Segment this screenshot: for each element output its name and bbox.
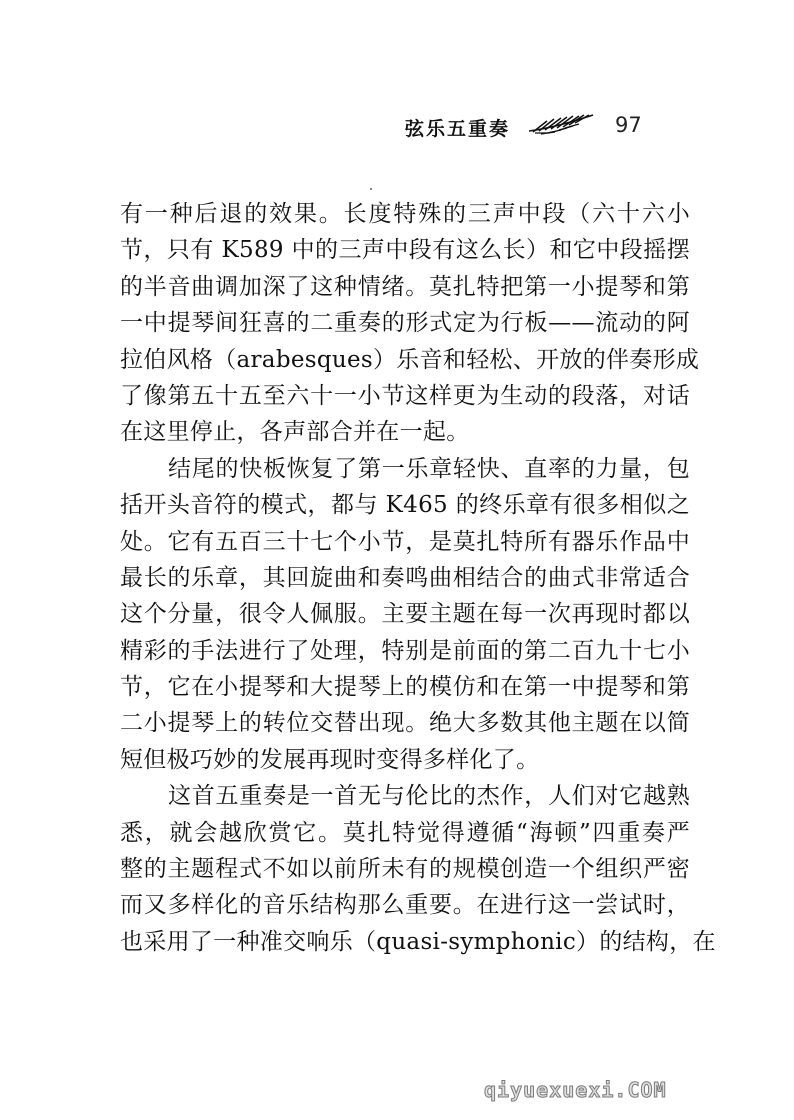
text-line: 也采用了一种准交响乐（quasi-symphonic）的结构，在 <box>120 928 716 955</box>
body-text <box>120 196 716 960</box>
text-line: 而又多样化的音乐结构那么重要。在进行这一尝试时， <box>120 892 690 919</box>
text-line: 在这里停止，各声部合并在一起。 <box>120 419 470 446</box>
text-line: 括开头音符的模式，都与 K465 的终乐章有很多相似之 <box>120 492 690 519</box>
text-line: 节，它在小提琴和大提琴上的模仿和在第一中提琴和第 <box>120 674 690 701</box>
running-header <box>0 112 794 142</box>
text-line: 处。它有五百三十七个小节，是莫扎特所有器乐作品中 <box>120 528 690 555</box>
text-line: 结尾的快板恢复了第一乐章轻快、直率的力量，包 <box>168 455 690 482</box>
text-line: 了像第五十五至六十一小节这样更为生动的段落，对话 <box>120 382 690 409</box>
text-line: 最长的乐章，其回旋曲和奏鸣曲相结合的曲式非常适合 <box>120 564 690 591</box>
text-line: 悉，就会越欣赏它。莫扎特觉得遵循“海顿”四重奏严 <box>120 819 690 846</box>
text-line: 有一种后退的效果。长度特殊的三声中段（六十六小 <box>120 201 690 227</box>
text-line: 二小提琴上的转位交替出现。绝大多数其他主题在以简 <box>120 710 690 737</box>
text-line: 一中提琴间狂喜的二重奏的形式定为行板——流动的阿 <box>120 310 690 337</box>
running-title: 弦乐五重奏 <box>405 118 511 140</box>
scan-speck <box>370 188 372 190</box>
text-line: 整的主题程式不如以前所未有的规模创造一个组织严密 <box>120 856 690 883</box>
text-line: 短但极巧妙的发展再现时变得多样化了。 <box>120 746 540 773</box>
feather-ornament-icon <box>527 112 597 136</box>
text-line: 这首五重奏是一首无与伦比的杰作，人们对它越熟 <box>168 783 690 810</box>
text-line: 精彩的手法进行了处理，特别是前面的第二百九十七小 <box>120 637 690 664</box>
text-line: 这个分量，很令人佩服。主要主题在每一次再现时都以 <box>120 601 690 628</box>
text-line: 的半音曲调加深了这种情绪。莫扎特把第一小提琴和第 <box>120 273 690 300</box>
text-line: 拉伯风格（arabesques）乐音和轻松、开放的伴奏形成 <box>120 346 700 373</box>
page-number: 97 <box>615 113 642 137</box>
text-line: 节，只有 K589 中的三声中段有这么长）和它中段摇摆 <box>120 237 690 264</box>
site-watermark: qiyuexuexi.COM <box>484 1078 667 1102</box>
